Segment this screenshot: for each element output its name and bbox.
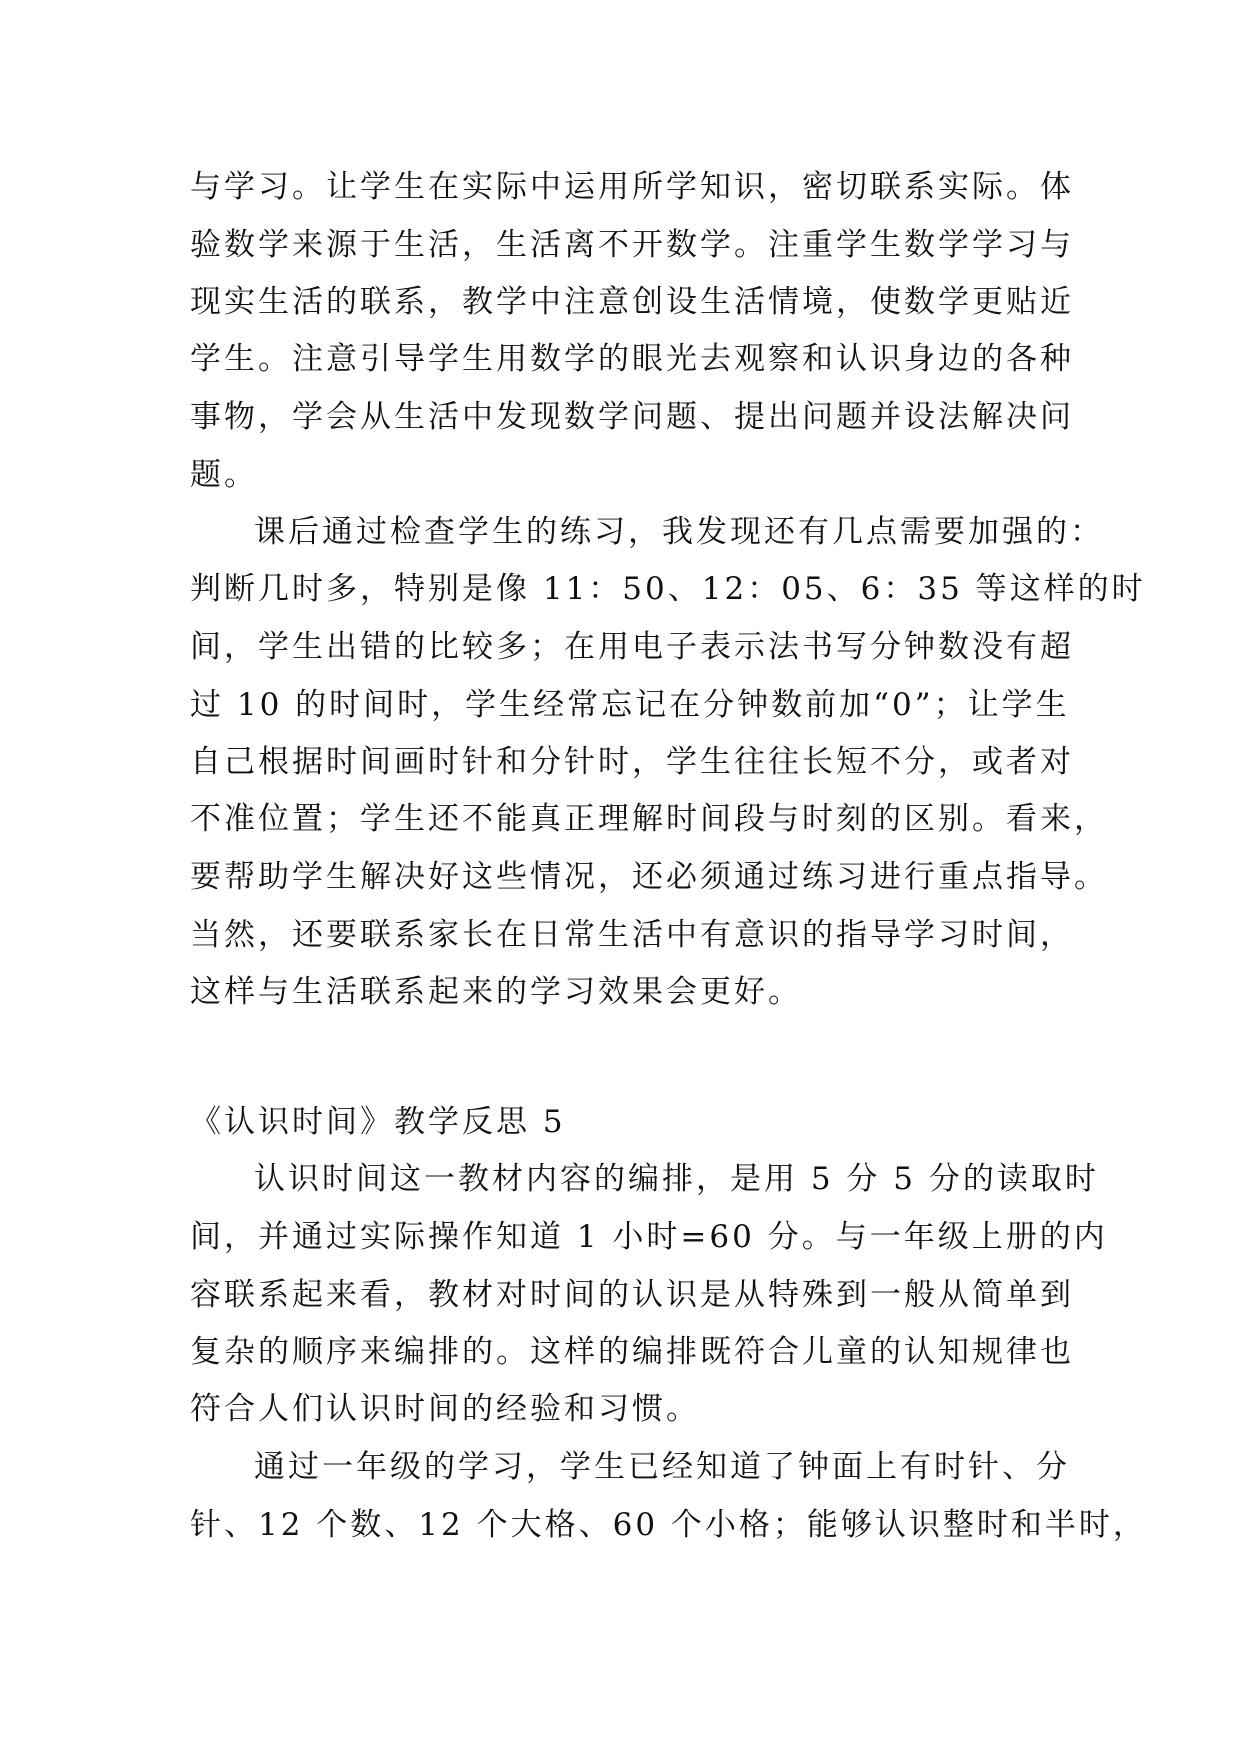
text-line: 间，并通过实际操作知道 1 小时=60 分。与一年级上册的内 <box>190 1219 1108 1255</box>
text-line: 不准位置；学生还不能真正理解时间段与时刻的区别。看来， <box>190 801 1108 837</box>
text-line: 针、12 个数、12 个大格、60 个小格；能够认识整时和半时， <box>190 1507 1147 1543</box>
text-line: 过 10 的时间时，学生经常忘记在分钟数前加“0”；让学生 <box>190 687 1070 723</box>
text-line: 事物，学会从生活中发现数学问题、提出问题并设法解决问 <box>190 399 1074 435</box>
text-line: 复杂的顺序来编排的。这样的编排既符合儿童的认知规律也 <box>190 1334 1074 1370</box>
text-line: 间，学生出错的比较多；在用电子表示法书写分钟数没有超 <box>190 629 1074 665</box>
text-line: 要帮助学生解决好这些情况，还必须通过练习进行重点指导。 <box>190 859 1108 895</box>
text-line: 现实生活的联系，教学中注意创设生活情境，使数学更贴近 <box>190 284 1074 320</box>
text-line: 这样与生活联系起来的学习效果会更好。 <box>190 974 802 1010</box>
text-line: 与学习。让学生在实际中运用所学知识，密切联系实际。体 <box>190 169 1074 205</box>
text-line: 学生。注意引导学生用数学的眼光去观察和认识身边的各种 <box>190 341 1074 377</box>
text-line: 容联系起来看，教材对时间的认识是从特殊到一般从简单到 <box>190 1277 1074 1313</box>
text-line: 判断几时多，特别是像 11：50、12：05、6：35 等这样的时 <box>190 571 1146 607</box>
text-line: 通过一年级的学习，学生已经知道了钟面上有时针、分 <box>254 1449 1070 1485</box>
text-line: 题。 <box>190 457 258 493</box>
text-line: 符合人们认识时间的经验和习惯。 <box>190 1391 700 1427</box>
text-line: 自己根据时间画时针和分针时，学生往往长短不分，或者对 <box>190 744 1074 780</box>
text-line: 认识时间这一教材内容的编排，是用 5 分 5 分的读取时 <box>254 1161 1099 1197</box>
section-heading: 《认识时间》教学反思 5 <box>190 1104 566 1140</box>
text-line: 课后通过检查学生的练习，我发现还有几点需要加强的： <box>254 514 1104 550</box>
text-line: 验数学来源于生活，生活离不开数学。注重学生数学学习与 <box>190 227 1074 263</box>
text-line: 当然，还要联系家长在日常生活中有意识的指导学习时间， <box>190 917 1074 953</box>
